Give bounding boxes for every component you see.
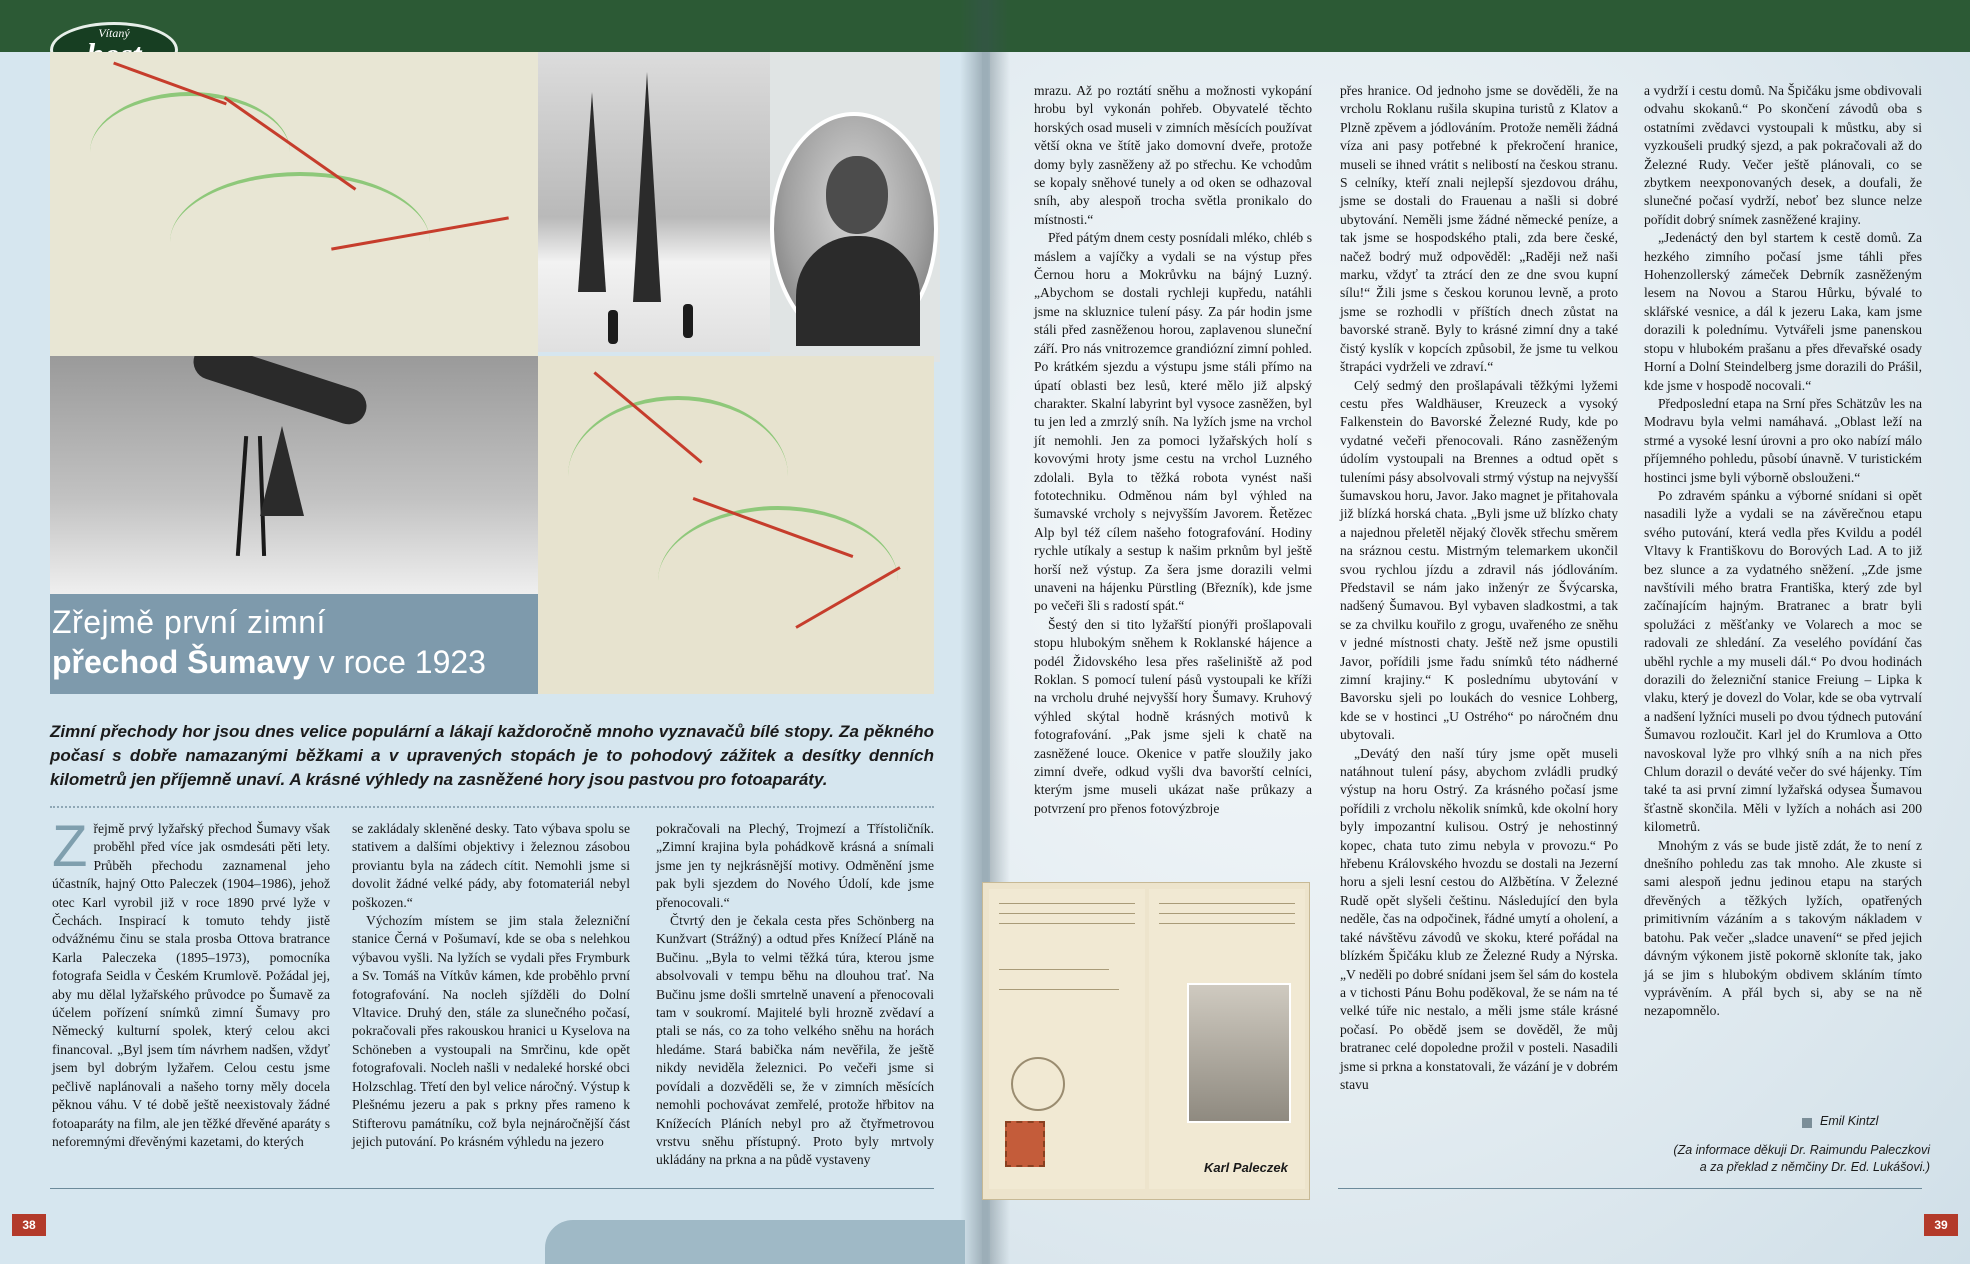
document-line bbox=[999, 969, 1109, 970]
paragraph: „Devátý den naší túry jsme opět museli natáhnout tulení pásy, abychom zvládli prudký výstup na horu Ostrý. Za krásného počasí jsme pořídili z vrcholu několik snímků, kde okolní hory byly impozantní kulisou. Ostrý je nehostinný kopec, chata tuto zimu nebyla v provozu.“ Po hřebenu Královského hvozdu se dostali na Jezerní horu a sjeli lesní cestou do Alžbětína. V Železné Rudě opět slyšeli češtinu. Následující den byla neděle, čas na odpočinek, řádné umytí a oholení, a také návštěvu závodů ve skoku, které pořádal na blízkém Špičáku klub ze Železné Rudy a Nýrska. „V neděli po dobré snídani jsem šel sám do kostela a v tichosti Pánu Bohu poděkoval, že se nám na té velké túře nic nestalo, a měli jsme stále krásné počasí. Po obědě jsem se dověděl, že můj bratranec celé dopoledne prožil v posteli. Nasadili jsme si prkna a konstatovali, že vázání je v dobrém stavu bbox=[1340, 745, 1618, 1092]
paragraph: „Jedenáctý den byl startem k cestě domů. Za hezkého zimního počasí jsme táhli přes Hohenzollerský zámeček Debrník zasněženým lesem na Novou a Starou Hůrku, bývalé to sklářské vesnice, a dál k jezeru Laka, kam jsme dorazili k polednímu. Vytvářeli jsme panenskou stopu v hlubokém prašanu a přes dřevařské osady Horní a Dolní Steindelberg jsme dorazili do Prášil, kde jsme v hospodě nocovali.“ bbox=[1644, 230, 1922, 393]
article-title-line2 bbox=[52, 644, 486, 681]
oval-portrait bbox=[770, 112, 938, 346]
tree-silhouette bbox=[633, 72, 661, 302]
article-lead: Zimní přechody hor jsou dnes velice populární a lákají každoročně mnoho vyznavačů bílé stopy. Za pěkného počasí s dobře namazanými běžkami a v upravených stopách je to pohodový zážitek a desítky denních kilometrů jen příjemně unaví. A krásné výhledy na zasněžené hory jsou pastvou pro fotoaparáty. bbox=[50, 722, 934, 789]
jumper-figure bbox=[189, 356, 371, 429]
paragraph: přes hranice. Od jednoho jsme se dověděli, že na vrcholu Roklanu rušila skupina turistů z Klatov a Plzně zpěvem a jódlováním. Protože neměli žádná víza ani pasy potřebné k překročení hranice, museli se ihned vrátit s nelibostí na českou stranu. S celníky, kteří znali nejlepší sjezdovou dráhu, jsme se dostali do Frauenau a našli si dobré ubytování. Neměli jsme žádné německé peníze, a tak jsme se hospodského ptali, zda bere české, načež bodrý muž odpověděl: „Raději než naši marku, vždyť ta ztrácí den ze dne svou kupní sílu!“ Žili jsme s českou korunou levně, a proto jsme se rozhodli v příštích dnech zůstat na bavorské straně. Byly to krásné zimní dny a také čistý kyslík v kopcích způsobil, že jsme tu velkou štrapáci vydrželi ve zdraví.“ bbox=[1340, 83, 1618, 375]
portrait-otto bbox=[770, 52, 940, 362]
document-line bbox=[999, 913, 1135, 914]
footer-rule-right bbox=[1338, 1188, 1922, 1189]
paragraph: Po zdravém spánku a výborné snídani si opět nasadili lyže a vydali se na závěrečnou etapu svého putování, která vedla přes Kvildu a podél Vltavy k Františkovu do Borových Lad. A to již bez slunce a za vydatného sněžení. „Zde jsme navštívili mého bratra Františka, který zde byl začínajícím hajným. Bratranec a bratr byli spolužáci z měšťanky ve Volarech a moc se radovali ze shledání. Za veselého povídání čas uběhl rychle a my museli dál.“ Po dvou hodinách dorazili do železniční stanice Freiung – Lipka k vlaku, který je dovezl do Volar, kde se oba vytrvalí a nadšení lyžníci museli po dvou týdnech putování Šumavou rozloučit. Karl jel do Krumlova a Otto navoskoval lyže pro vlhký sníh a na nich přes Chlum dorazil o deváté večer do své hájenky. Tím také ta asi první zimní lyžařská odysea Šumavou šťastně skončila. Měli v lyžích a nohách asi 200 kilometrů. bbox=[1644, 487, 1922, 835]
acknowledgement-line1: (Za informace děkuji Dr. Raimundu Paleczkovi bbox=[1673, 1143, 1930, 1157]
text-column-2 bbox=[352, 820, 630, 1151]
text-column-6 bbox=[1644, 82, 1922, 1021]
portrait-head bbox=[826, 156, 888, 234]
small-spruce bbox=[260, 426, 304, 516]
acknowledgement bbox=[1540, 1142, 1930, 1176]
round-stamp bbox=[1011, 1057, 1065, 1111]
map-river bbox=[170, 172, 430, 312]
document-line bbox=[999, 903, 1135, 904]
paragraph: Výchozím místem se jim stala železniční stanice Černá v Pošumaví, kde se oba s nelehkou výbavou vyšli. Na lyžích se vydali přes Frymburk a Sv. Tomáš na Vítkův kámen, kde proběhlo první fotografování. Na nocleh sjížděli do Dolní Vltavice. Druhý den, stále za slunečného počasí, pokračovali přes rakouskou hranici u Kyselova na Schöneben a vystoupali na Smrčinu, kde opět fotografovali. Nocleh našli v nedaleké horské obci Holzschlag. Třetí den byl velice náročný. Výstup k Plešnému jezeru a pak s prkny přes rameno k Stifterovu památníku, což byla nejnáročnější část jejich putování. Po krásném výhledu na jezero bbox=[352, 913, 630, 1149]
title-rest-part: v roce 1923 bbox=[309, 644, 486, 680]
text-column-4 bbox=[1034, 82, 1312, 818]
title-bold-part: přechod Šumavy bbox=[52, 644, 310, 680]
document-line bbox=[999, 989, 1119, 990]
author-marker bbox=[1802, 1118, 1812, 1128]
paragraph: Mnohým z vás se bude jistě zdát, že to není z dnešního pohledu zas tak mnoho. Ale zkuste si sami alespoň jednu jedinou etapu na starých dřevěných a těžkých lyžích, opatřených primitivním vázáním a s takovým nákladem v batohu. Pak večer „sladce unavení“ se před jejich dávným výkonem jistě pokorně skloníte tak, jako já se jim s hlubokým obdivem skláním tímto vyprávěním. A přál bych si, aby se na ně nezapomnělo. bbox=[1644, 837, 1922, 1019]
document-portrait-photo bbox=[1187, 983, 1291, 1123]
text-column-3 bbox=[656, 820, 934, 1170]
ski-jumper-photo bbox=[50, 356, 538, 594]
winter-forest-photo bbox=[538, 52, 778, 352]
acknowledgement-line2: a za překlad z němčiny Dr. Ed. Lukášovi.) bbox=[1699, 1160, 1930, 1174]
skier-figure bbox=[608, 310, 618, 344]
page-number-left: 38 bbox=[12, 1214, 46, 1236]
footer-tab bbox=[545, 1220, 965, 1264]
drop-cap: Z bbox=[52, 814, 88, 879]
paragraph: Šestý den si tito lyžařští pionýři prošlapovali stopu hlubokým sněhem k Roklanské hájence a podél Židovského lesa přes rašeliniště až pod Roklan. S pomocí tulení pásů vystoupali ke kříži na vrcholu druhé nejvyšší hory Šumavy. Kruhový výhled skýtal hodně krásných motivů k fotografování. „Pak jsme sjeli k chatě na zasněžené louce. Okenice v patře sloužily jako zimní dveře, odkud vyšli dva bavorští celníci, kterým jsme museli ukázat naše průkazy a potvrzení pro přenos fotovýzbroje bbox=[1034, 616, 1312, 816]
paragraph bbox=[52, 814, 330, 1151]
footer-rule-left bbox=[50, 1188, 934, 1189]
skier-figure bbox=[683, 304, 693, 338]
revenue-stamp bbox=[1005, 1121, 1045, 1167]
lead-divider bbox=[50, 806, 934, 808]
logo-small-text: Vítaný bbox=[98, 26, 130, 40]
text-column-1 bbox=[52, 814, 330, 1151]
portrait-suit bbox=[796, 236, 920, 346]
paragraph: pokračovali na Plechý, Trojmezí a Třístoličník. „Zimní krajina byla pohádkově krásná a snímali jsme jen ty nejkrásnější motivy. Odměnění jsme pak byli sjezdem do Nového Údolí, kde jsme přenocovali.“ bbox=[656, 821, 934, 910]
paragraph: Čtvrtý den je čekala cesta přes Schönberg na Kunžvart (Strážný) a odtud přes Knížecí Pláně na Bučinu. „Byla to velmi těžká túra, kterou jsme absolvovali v tempu běhu na dlouhou trať. Na Bučinu jsme došli smrtelně unavení a přenocovali tam v soukromí. Majitelé byli hrozně zvědaví a ptali se nás, co za toho velkého sněhu na horách hledáme. Stará babička nám nevěřila, že ještě nikdy neviděla železnici. Po večeři jsme si povídali a dozvěděli se, že v zimních měsících nemohli pochovávat zemřelé, protože hřbitov na Knížecích Pláních nebyl pro až čtyřmetrovou vrstvu sněhu přístupný. Proto byly mrtvoly ukládány na prkna a na půdě vystaveny bbox=[656, 913, 934, 1168]
document-left-page bbox=[989, 889, 1145, 1189]
paragraph: mrazu. Až po roztátí sněhu a možnosti vykopání hrobu byl vykonán pohřeb. Obyvatelé těchto horských osad museli v zimních měsících používat větší okna ve štítě jako domovní dveře, protože domy byly zasněženy až po střechu. Ke vchodům se kopaly sněhové tunely a od oken se odhazoval sníh, aby alespoň trocha světla pronikalo do místnosti.“ bbox=[1034, 83, 1312, 227]
paragraph: Celý sedmý den prošlapávali těžkými lyžemi cestu přes Waldhäuser, Kreuzeck a vysoký Falkenstein do Bavorské Železné Rudy, kde po vydatné večeři přenocovali. Ráno zasněženým údolím vystoupali na Brennes a odtud opět s tuleními pásy absolvovali strmý výstup na nejvyšší šumavskou horu, Javor. Jako magnet je přitahovala již blízká horská chata. „Byli jsme už blízko chaty a najednou přeletěl nějaký člověk střechu směrem na sráznou cestu. Mistrným telemarkem ukončil svou rychlou jízdu a zdravil nás jódlováním. Představil se nám jako inženýr ze Švýcarska, nadšený Šumavou. Byl vybaven sladkostmi, a tak se za chvilku kouřilo z grogu, uvařeného ze sněhu v jedné místnosti chaty. Ještě než jsme opustili Javor, pořídili jsme řadu snímků této nádherné zimní krajiny.“ K poslednímu ubytování v Bavorsku sjeli po loukách do vesnice Lohberg, kde se v hostinci „U Ostrého“ po náročném dnu ubytovali. bbox=[1340, 377, 1618, 743]
paragraph: Před pátým dnem cesty posnídali mléko, chléb s máslem a vajíčky a vydali se na výstup přes Černou horu a Mokrůvku na bájný Luzný. „Abychom se dostali rychleji kupředu, natáhli jsme na skluznice tulení pásy. Za pár hodin jsme stáli před zasněženou horou, zaplavenou sluneční září. Pro nás vnitrozemce grandiózní zimní pohled. Po krátkém sjezdu a výstupu jsme stáli přímo na úpatí oblasti bez lesů, které mělo již alpský charakter. Skalní labyrint byl vysoce zasněžen, byl tu jen led a zmrzlý sníh. Na lyžích jsme na vrchol jít nemohli. Jen za pomoci lyžařských holí s kovovými hroty jsme cestu na vrchol Luzného zdolali. Byla to těžká robota vynést naši fototechniku. Odměnou nám byl výhled na šumavské vrcholy s nejvyšším Javorem. Řetězec Alp byl též cílem našeho fotografování. Hodiny rychle utíkaly a sestup k našim prknům byl ještě horší než výstup. Za šera jsme dorazili velmi unaveni na hájenku Pürstling (Březník), kde jsme po večeři šli s radostí spát.“ bbox=[1034, 230, 1312, 614]
tree-silhouette bbox=[578, 92, 606, 292]
passport-document-image bbox=[982, 882, 1310, 1200]
document-line bbox=[1159, 903, 1295, 904]
author-name: Emil Kintzl bbox=[1820, 1114, 1879, 1128]
ski-pole bbox=[236, 436, 248, 556]
document-line bbox=[999, 923, 1135, 924]
paragraph-text: řejmě prvý lyžařský přechod Šumavy však proběhl před více jak osmdesáti pěti lety. Průběh přechodu zaznamenal jeho účastník, hajný Otto Paleczek (1904–1986), jehož otec Karl vyrobil již v roce 1890 prvé lyže v Čechách. Inspirací k tomuto tehdy jistě odvážnému činu se stala prosba Ottova bratrance Karla Paleczeka (1895–1973), pomocníka fotografa Seidla v Českém Krumlově. Požádal jej, aby mu dělal lyžařského průvodce po Šumavě za účelem pořízení snímků zimní Šumavy pro Německý kulturní spolek, který celou akci financoval. „Byl jsem tím návrhem nadšen, vždyť jsem byl dobrým lyžařem. Celou cestu jsme pečlivě naplánovali a našeho torny měly docela pěknou váhu. V té době ještě neexistovaly žádné fotoaparáty na film, ale jen těžké dřevěné aparáty s neforemnými dřevěnými kazetami, do kterých bbox=[52, 821, 330, 1149]
paragraph: Předposlední etapa na Srní přes Schätzův les na Modravu byla velmi namáhavá. „Oblast leží na strmé a vysoké lesní úrovni a pro oko nabízí málo příjemného pohledu, působí únavně. V turistickém hostinci jsme byli výborně obslouženi.“ bbox=[1644, 395, 1922, 485]
map-image-top bbox=[50, 52, 538, 358]
article-title-line1: Zřejmě první zimní bbox=[52, 604, 326, 640]
caption-karl: Karl Paleczek bbox=[1204, 1160, 1288, 1175]
text-column-5 bbox=[1340, 82, 1618, 1094]
page-number-right: 39 bbox=[1924, 1214, 1958, 1236]
paragraph: se zakládaly skleněné desky. Tato výbava spolu se stativem a dalšími objektivy i železnou zásobou proviantu byla na zádech cítit. Nemohli jsme si dovolit žádné velké pády, aby fotomateriál nebyl poškozen.“ bbox=[352, 821, 630, 910]
map-image-bottom bbox=[538, 356, 934, 694]
paragraph: a vydrží i cestu domů. Na Špičáku jsme obdivovali odvahu skokanů.“ Po skončení závodů oba s ostatními zvědavci vystoupali k můstku, aby si vyzkoušeli prudký sjezd, a pak pokračovali až do Železné Rudy. Večer ještě plánovali, co se zbytkem neexponovaných desek, a doufali, že slunečné počasí vydrží, neboť bez slunce nelze pořídit dobrý snímek zasněžené krajiny. bbox=[1644, 83, 1922, 227]
document-line bbox=[1159, 913, 1295, 914]
document-line bbox=[1159, 923, 1295, 924]
